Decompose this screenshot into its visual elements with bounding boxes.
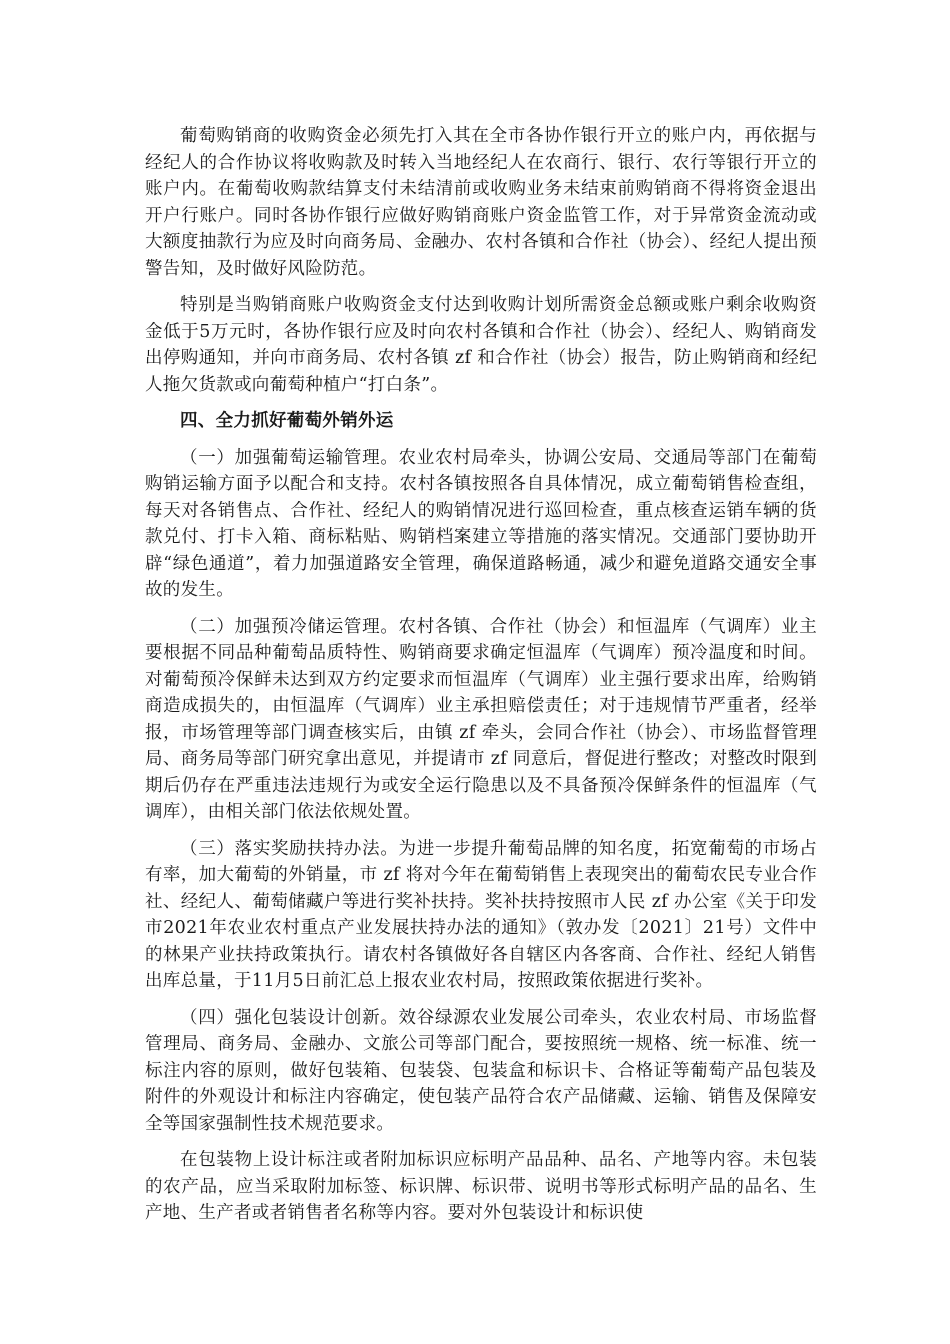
paragraph-packaging-design: （四）强化包装设计创新。效谷绿源农业发展公司牵头，农业农村局、市场监督管理局、商务局、金融办、文旅公司等部门配合，要按照统一规格、统一标准、统一标注内容的原则，做好包装箱、包装袋、包装盒和标识卡、合格证等葡萄产品包装及附件的外观设计和标注内容确定，使包装产品符合农产品储藏、运输、销售及保障安全等国家强制性技术规范要求。: [145, 1007, 817, 1134]
paragraph-fund-deposit: 葡萄购销商的收购资金必须先打入其在全市各协作银行开立的账户内，再依据与经纪人的合作协议将收购款及时转入当地经纪人在农商行、银行、农行等银行开立的账户内。在葡萄收购款结算支付未结清前或收购业务未结束前购销商不得将资金退出开户行账户。同时各协作银行应做好购销商账户资金监管工作，对于异常资金流动或大额度抽款行为应及时向商务局、金融办、农村各镇和合作社（协会）、经纪人提出预警告知，及时做好风险防范。: [145, 126, 817, 279]
paragraph-stop-purchase-notice: 特别是当购销商账户收购资金支付达到收购计划所需资金总额或账户剩余收购资金低于5万元时，各协作银行应及时向农村各镇和合作社（协会）、经纪人、购销商发出停购通知，并向市商务局、农村各镇 zf 和合作社（协会）报告，防止购销商和经纪人拖欠货款或向葡萄种植户“打白条”。: [145, 295, 817, 395]
paragraph-transport-management: （一）加强葡萄运输管理。农业农村局牵头，协调公安局、交通局等部门在葡萄购销运输方面予以配合和支持。农村各镇按照各自具体情况，成立葡萄销售检查组，每天对各销售点、合作社、经纪人的购销情况进行巡回检查，重点核查运销车辆的货款兑付、打卡入箱、商标粘贴、购销档案建立等措施的落实情况。交通部门要协助开辟“绿色通道”，着力加强道路安全管理，确保道路畅通，减少和避免道路交通安全事故的发生。: [145, 447, 817, 600]
paragraph-incentive-support: （三）落实奖励扶持办法。为进一步提升葡萄品牌的知名度，拓宽葡萄的市场占有率，加大葡萄的外销量，市 zf 将对今年在葡萄销售上表现突出的葡萄农民专业合作社、经纪人、葡萄储藏户等进行奖补扶持。奖补扶持按照市人民 zf 办公室《关于印发市2021年农业农村重点产业发展扶持办法的通知》（敦办发〔2021〕21号）文件中的林果产业扶持政策执行。请农村各镇做好各自辖区内各客商、合作社、经纪人销售出库总量，于11月5日前汇总上报农业农村局，按照政策依据进行奖补。: [145, 838, 817, 991]
paragraph-precooling-storage: （二）加强预冷储运管理。农村各镇、合作社（协会）和恒温库（气调库）业主要根据不同品种葡萄品质特性、购销商要求确定恒温库（气调库）预冷温度和时间。对葡萄预冷保鲜未达到双方约定要求而恒温库（气调库）业主强行要求出库，给购销商造成损失的，由恒温库（气调库）业主承担赔偿责任；对于违规情节严重者，经举报，市场管理等部门调查核实后，由镇 zf 牵头，会同合作社（协会）、市场监督管理局、商务局等部门研究拿出意见，并提请市 zf 同意后，督促进行整改；对整改时限到期后仍存在严重违法违规行为或安全运行隐患以及不具备预冷保鲜条件的恒温库（气调库），由相关部门依法依规处置。: [145, 616, 817, 822]
paragraph-labeling: 在包装物上设计标注或者附加标识应标明产品品种、品名、产地等内容。未包装的农产品，应当采取附加标签、标识牌、标识带、说明书等形式标明产品的品名、生产地、生产者或者销售者名称等内容。要对外包装设计和标识使: [145, 1150, 817, 1223]
section-heading: 四、全力抓好葡萄外销外运: [180, 411, 394, 431]
document-body: [145, 123, 817, 1237]
